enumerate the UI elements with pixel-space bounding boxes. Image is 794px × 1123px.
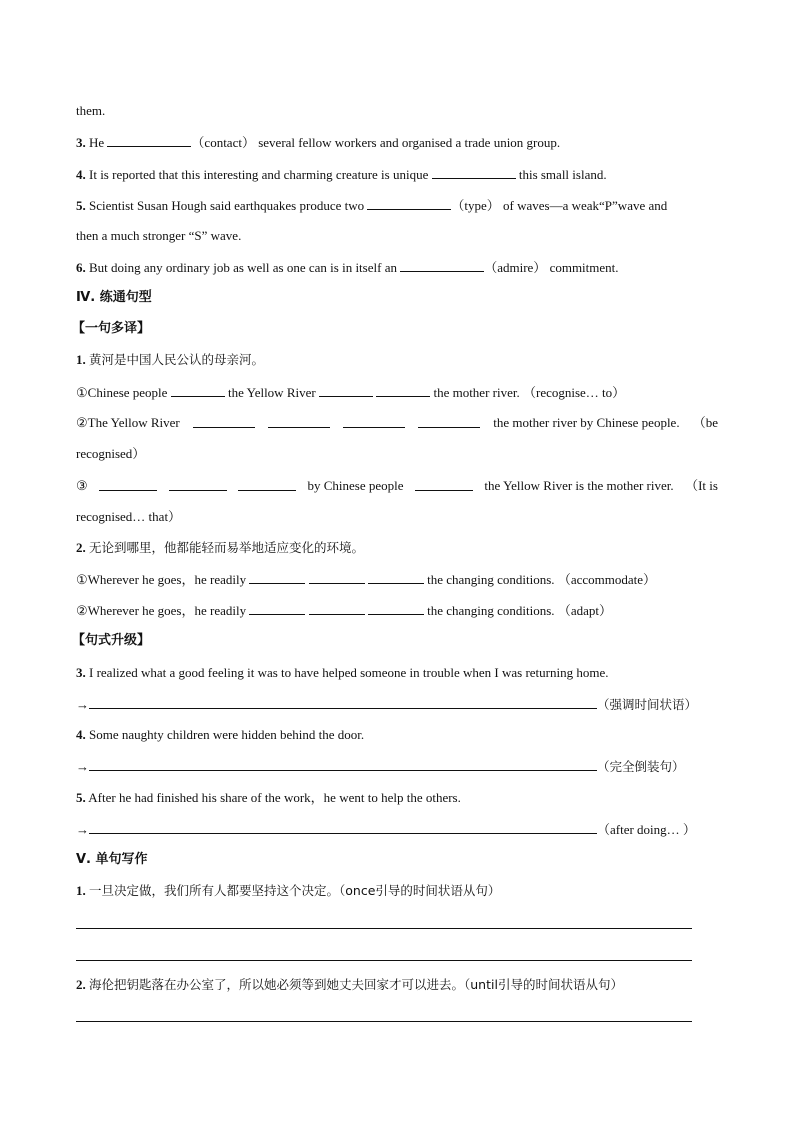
word-hint: （admire） xyxy=(484,260,547,275)
translation-option-4 xyxy=(76,571,656,588)
option-text: the Yellow River xyxy=(227,385,316,400)
answer-blank[interactable] xyxy=(309,602,365,615)
sentence-text: I realized what a good feeling it was to have helped someone in trouble when I was returning home. xyxy=(89,665,609,680)
item-number: 1. xyxy=(76,352,86,367)
option-text: Chinese people xyxy=(87,385,168,400)
answer-blank[interactable] xyxy=(193,415,255,428)
answer-blank[interactable] xyxy=(249,571,305,584)
translation-question-2 xyxy=(76,540,364,556)
translation-option-3 xyxy=(76,478,718,494)
answer-blank[interactable] xyxy=(400,259,484,272)
subsection-heading-multi-translation: 【一句多译】 xyxy=(72,321,151,336)
item-text-post: several fellow workers and organised a trade union group. xyxy=(258,135,561,150)
word-hint: （It is xyxy=(685,478,718,493)
answer-blank[interactable] xyxy=(171,384,225,397)
answer-blank[interactable] xyxy=(107,134,191,147)
section-5-heading: Ⅴ. 单句写作 xyxy=(76,852,148,867)
item-text-post: this small island. xyxy=(518,167,607,182)
translation-option-5 xyxy=(76,602,612,619)
translation-option-3-continued: recognised… that） xyxy=(76,509,182,524)
answer-blank[interactable] xyxy=(415,478,473,491)
word-hint: （be xyxy=(692,415,718,430)
word-hint: （contact） xyxy=(191,135,255,150)
answer-blank[interactable] xyxy=(169,478,227,491)
item-text-pre: Scientist Susan Hough said earthquakes produce two xyxy=(89,198,365,213)
sentence-text: After he had finished his share of the work，he went to help the others. xyxy=(88,790,461,805)
option-text: the mother river. xyxy=(433,385,520,400)
item-text-pre: He xyxy=(89,135,105,150)
item-number: 6. xyxy=(76,260,86,275)
upgrade-hint: （after doing… ） xyxy=(597,822,696,837)
word-hint: （recognise… to） xyxy=(522,385,626,400)
word-hint: （type） xyxy=(451,198,500,213)
option-text: the mother river by Chinese people. xyxy=(493,415,680,430)
previous-item-fragment: them. xyxy=(76,103,106,118)
item-text-pre: But doing any ordinary job as well as one can is in itself an xyxy=(89,260,397,275)
arrow-icon: → xyxy=(76,697,89,712)
answer-blank[interactable] xyxy=(268,415,330,428)
answer-blank[interactable] xyxy=(418,415,480,428)
chinese-sentence: 无论到哪里，他都能轻而易举地适应变化的环境。 xyxy=(89,540,365,555)
option-text: Wherever he goes，he readily xyxy=(87,572,247,587)
item-number: 2. xyxy=(76,977,86,992)
answer-blank[interactable] xyxy=(432,166,516,179)
answer-line[interactable] xyxy=(76,928,692,929)
answer-blank[interactable] xyxy=(89,696,597,709)
option-mark: ③ xyxy=(76,478,88,493)
answer-blank[interactable] xyxy=(367,197,451,210)
option-mark: ② xyxy=(76,415,88,430)
word-hint: （accommodate） xyxy=(557,572,656,587)
upgrade-question-4 xyxy=(76,727,364,743)
exercise-item-5-continued: then a much stronger “S” wave. xyxy=(76,228,242,243)
answer-blank[interactable] xyxy=(238,478,296,491)
upgrade-hint: （完全倒装句） xyxy=(597,759,685,774)
answer-blank[interactable] xyxy=(343,415,405,428)
item-number: 5. xyxy=(76,790,86,805)
answer-blank[interactable] xyxy=(376,384,430,397)
word-hint: （adapt） xyxy=(557,603,612,618)
translation-option-2 xyxy=(76,415,718,431)
item-text-pre: It is reported that this interesting and charming creature is unique xyxy=(89,167,429,182)
answer-line[interactable] xyxy=(76,1021,692,1022)
answer-blank[interactable] xyxy=(249,602,305,615)
answer-blank[interactable] xyxy=(319,384,373,397)
chinese-sentence: 海伦把钥匙落在办公室了，所以她必须等到她丈夫回家才可以进去。（until引导的时间状语从句） xyxy=(89,977,623,992)
answer-blank[interactable] xyxy=(368,602,424,615)
option-text: the Yellow River is the mother river. xyxy=(484,478,674,493)
translation-option-1 xyxy=(76,384,625,401)
writing-question-2 xyxy=(76,977,623,993)
exercise-item-6 xyxy=(76,259,619,276)
item-text-post: of waves—a weak“P”wave and xyxy=(503,198,668,213)
option-mark: ① xyxy=(76,572,88,587)
arrow-icon: → xyxy=(76,822,89,837)
answer-blank[interactable] xyxy=(309,571,365,584)
item-number: 4. xyxy=(76,167,86,182)
item-text-post: commitment. xyxy=(549,260,619,275)
upgrade-question-5 xyxy=(76,790,461,806)
upgrade-answer-line-3 xyxy=(76,696,697,713)
option-text: by Chinese people xyxy=(307,478,404,493)
option-mark: ① xyxy=(76,385,88,400)
writing-question-1 xyxy=(76,883,500,899)
subsection-heading-sentence-upgrade: 【句式升级】 xyxy=(72,633,151,648)
exercise-item-4 xyxy=(76,166,607,183)
item-number: 4. xyxy=(76,727,86,742)
section-4-heading: Ⅳ. 练通句型 xyxy=(76,290,152,305)
option-mark: ② xyxy=(76,603,88,618)
item-number: 5. xyxy=(76,198,86,213)
item-number: 3. xyxy=(76,665,86,680)
option-text: Wherever he goes，he readily xyxy=(87,603,247,618)
answer-blank[interactable] xyxy=(89,821,597,834)
answer-blank[interactable] xyxy=(368,571,424,584)
arrow-icon: → xyxy=(76,759,89,774)
item-number: 1. xyxy=(76,883,86,898)
chinese-sentence: 一旦决定做，我们所有人都要坚持这个决定。（once引导的时间状语从句） xyxy=(89,883,501,898)
upgrade-answer-line-5 xyxy=(76,821,696,838)
chinese-sentence: 黄河是中国人民公认的母亲河。 xyxy=(89,352,265,367)
answer-blank[interactable] xyxy=(99,478,157,491)
option-text: the changing conditions. xyxy=(427,603,555,618)
upgrade-hint: （强调时间状语） xyxy=(597,697,698,712)
item-number: 3. xyxy=(76,135,86,150)
upgrade-answer-line-4 xyxy=(76,758,685,775)
exercise-item-5 xyxy=(76,197,667,214)
item-number: 2. xyxy=(76,540,86,555)
translation-question-1 xyxy=(76,352,264,368)
option-text: the changing conditions. xyxy=(427,572,555,587)
exercise-item-3 xyxy=(76,134,560,151)
sentence-text: Some naughty children were hidden behind the door. xyxy=(89,727,365,742)
answer-blank[interactable] xyxy=(89,758,597,771)
upgrade-question-3 xyxy=(76,665,608,681)
answer-line[interactable] xyxy=(76,960,692,961)
translation-option-2-continued: recognised） xyxy=(76,446,146,461)
option-text: The Yellow River xyxy=(87,415,180,430)
